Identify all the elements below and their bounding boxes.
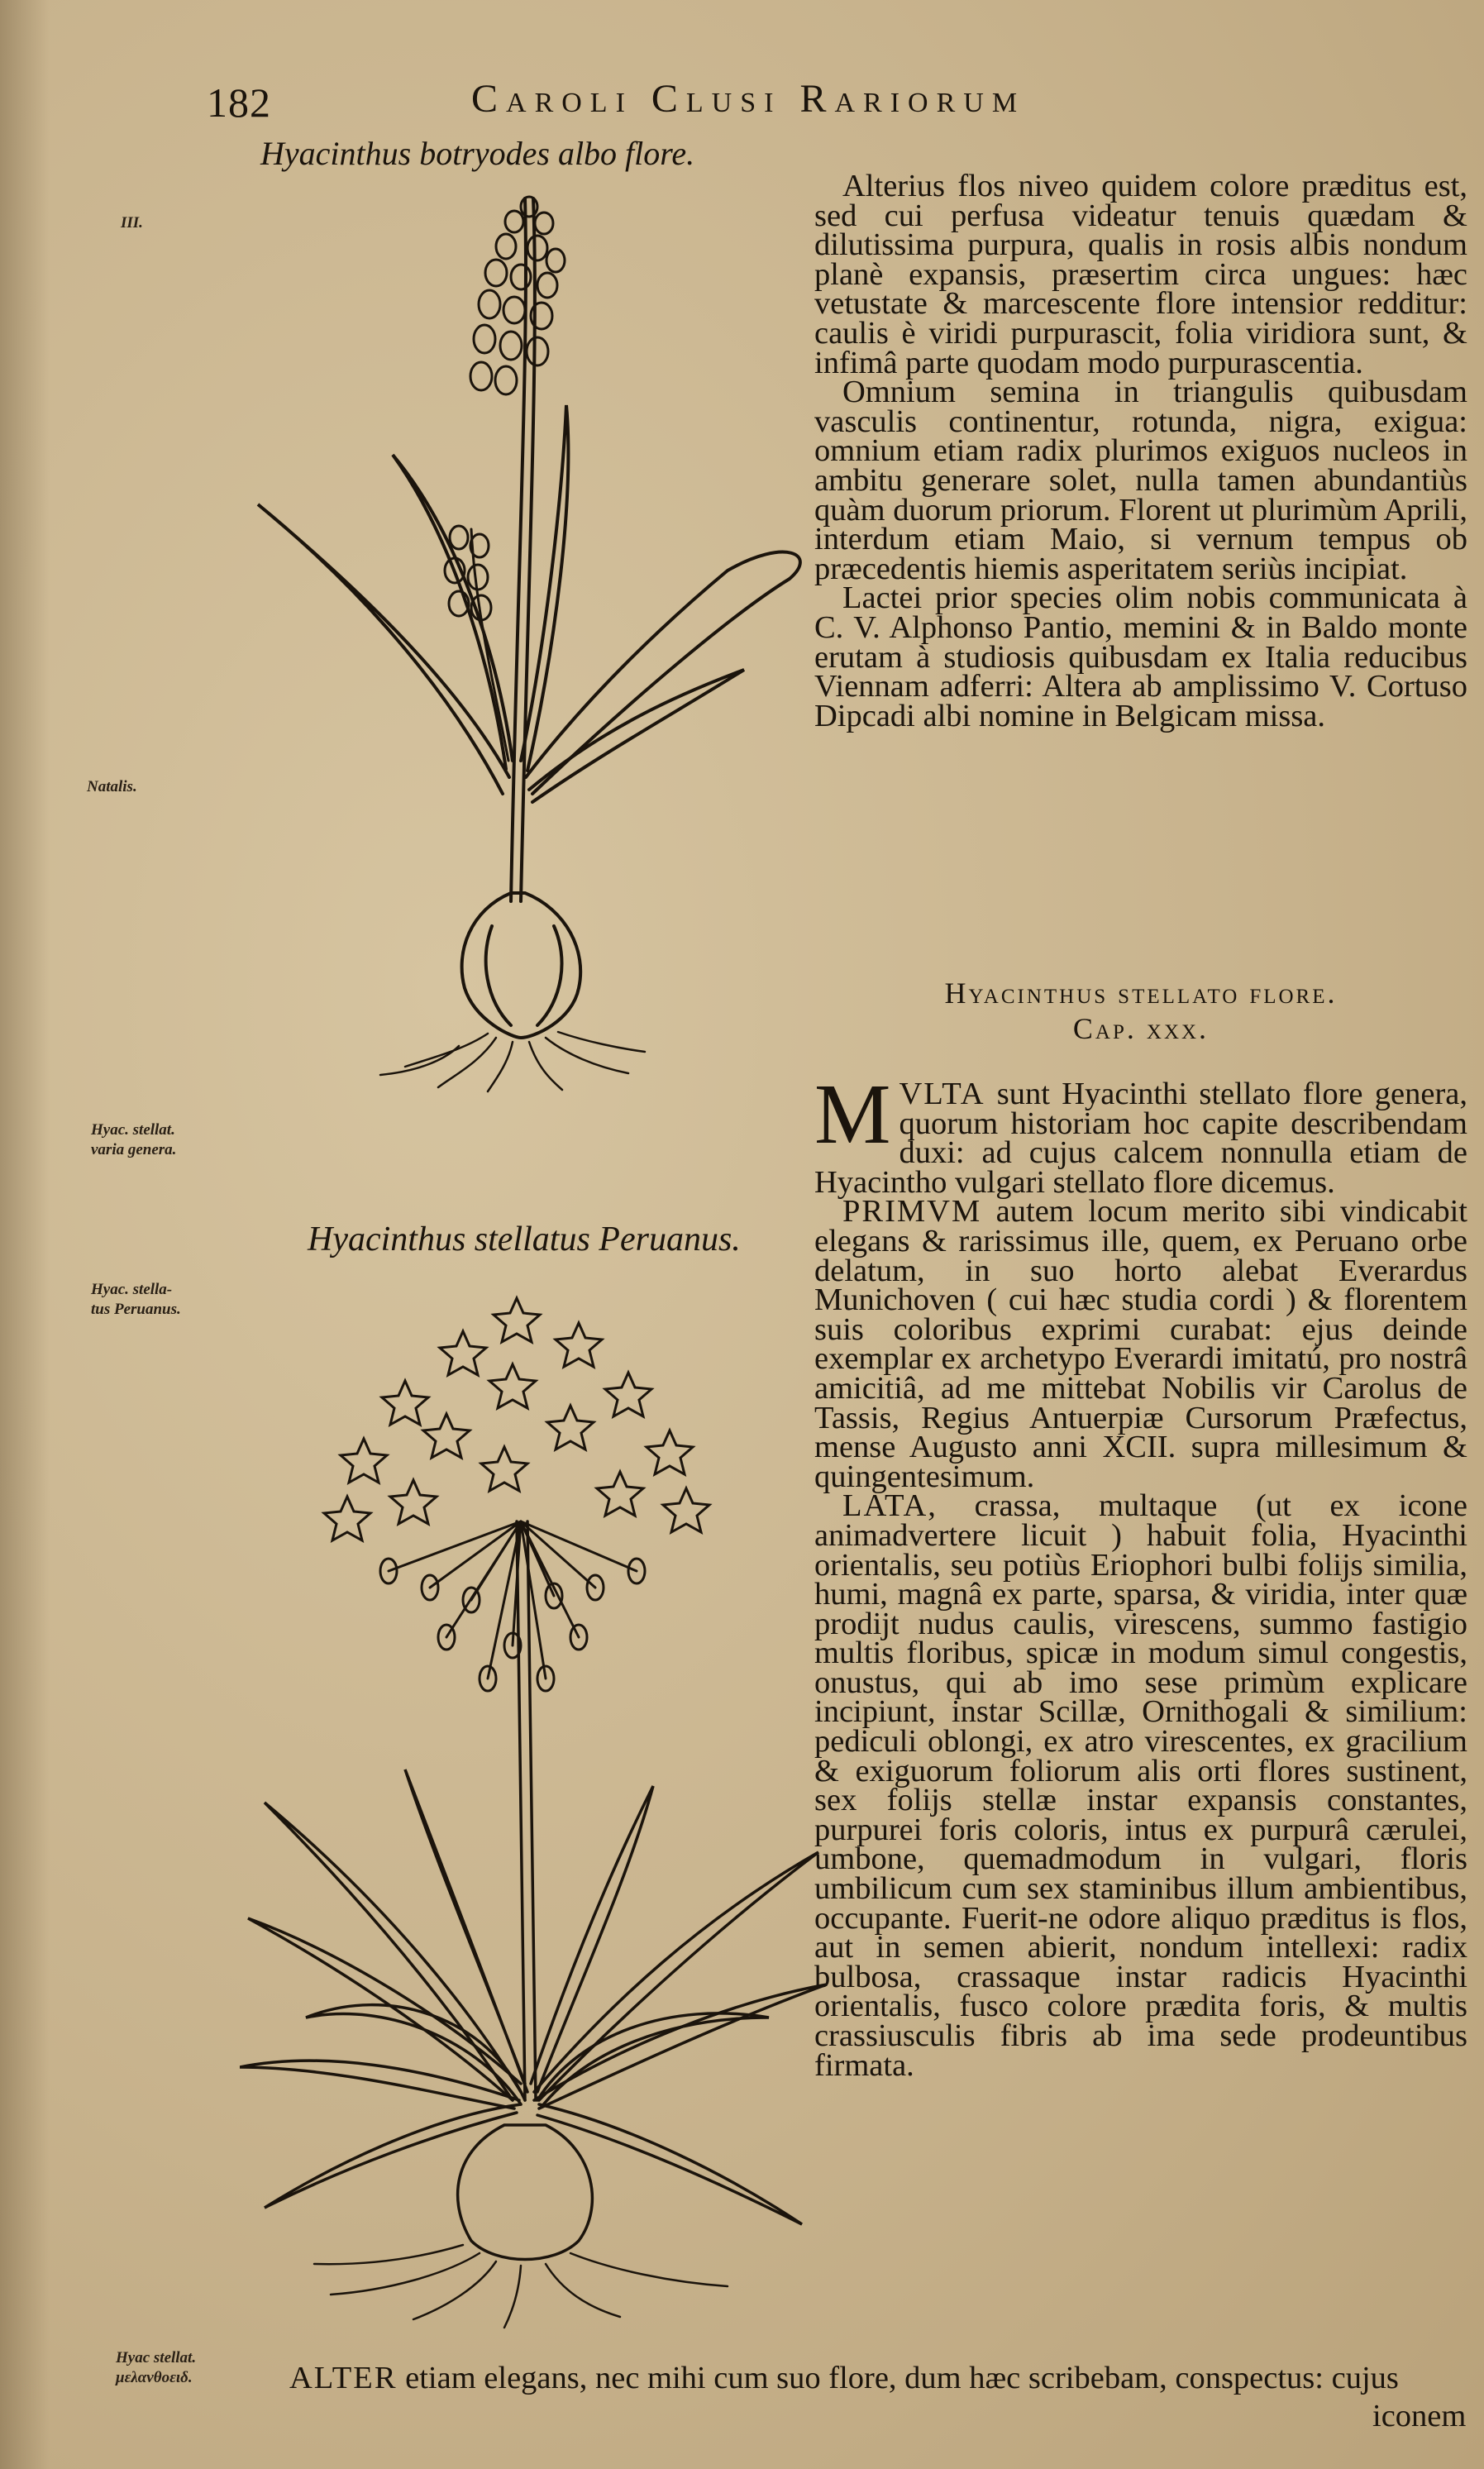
lead-word-lata: LATA — [842, 1488, 928, 1524]
figure-caption-middle: Hyacinthus stellatus Peruanus. — [308, 1220, 741, 1258]
margin-note-5-line1: Hyac stellat. — [116, 2349, 197, 2366]
lead-word-primum: PRIMVM — [842, 1194, 982, 1230]
catchword: iconem — [1372, 2399, 1467, 2433]
chapter-title: Hyacinthus stellato flore. — [944, 977, 1338, 1010]
margin-note-4-line2: tus Peruanus. — [91, 1301, 181, 1318]
woodcut-hyacinthus-botryodes — [248, 182, 810, 1215]
bottom-paragraph-text: etiam elegans, nec mihi cum suo flore, dum hæc scribebam, conspectus: cujus — [397, 2361, 1399, 2395]
figure-caption-top: Hyacinthus botryodes albo flore. — [260, 135, 695, 172]
lead-word-multa: VLTA — [899, 1077, 985, 1111]
page-number: 182 — [207, 79, 271, 126]
margin-note-4 — [91, 1280, 181, 1320]
margin-note-2: Natalis. — [87, 778, 137, 795]
margin-note-3 — [91, 1120, 176, 1160]
margin-note-5-line2: μελανθοειδ. — [116, 2369, 193, 2386]
paragraph-alterius: Alterius flos niveo quidem colore præditus est, sed cui perfusa videatur tenuis quædam & dilutissima purpura, qualis in rosis albis nondum planè expansis, præsertim circa ungues: hæc vetustate & marcescente flore intensior redditur: caulis è viridi purpurascit, folia viridiora sunt, & infimâ parte quodam modo purpurascentia. — [814, 169, 1467, 380]
paragraph-lata-text: , crassa, multaque (ut ex icone animadvertere licuit ) habuit folia, Hyacinthi orientalis, seu potiùs Eriophori bulbi folijs similia, humi, magnâ ex parte, sparsa, & viridia, inter quæ prodijt nudus caulis, virescens, summo fastigio multis floribus, spicæ in modum simul congestis, onustus, qui ab imo sese primùm explicare incipiunt, instar Scillæ, Ornithogali & similium: pediculi oblongi, ex atro virescentes, ex gracilium & exiguorum foliorum alis orti flores sustinent, sex folijs stellæ instar expansis constantes, purpurei foris coloris, intus ex purpurâ cærulei, umbone, quemadmodum in vulgari, floris umbilicum cum sex staminibus illum ambientibus, occupante. Fuerit-ne odore aliquo præditus is flos, aut in semen abierit, nondum intellexi: radix bulbosa, crassaque instar radicis Hyacinthi orientalis, fusco colore prædita foris, & multis crassiusculis fibris ab ima sede prodeuntibus firmata. — [814, 1488, 1467, 2083]
paragraph-lactei: Lactei prior species olim nobis communicata à C. V. Alphonso Pantio, memini & in Baldo monte erutam à studiosis quibusdam ex Italia reducibus Viennam adferri: Altera ab amplissimo V. Cortuso Dipcadi albi nomine in Belgicam missa. — [814, 580, 1467, 733]
paragraph-primum — [814, 1194, 1467, 1494]
lead-word-alter: ALTER — [289, 2361, 398, 2395]
paragraph-multa-text: sunt Hyacinthi stellato flore genera, quorum historiam hoc capite describendam duxi: ad cujus calcem nonnulla etiam de Hyacintho vulgari stellato flore dicemus. — [814, 1077, 1467, 1200]
margin-note-4-line1: Hyac. stella- — [91, 1281, 173, 1298]
margin-note-3-line2: varia genera. — [91, 1141, 177, 1158]
chapter-number: Cap. xxx. — [1072, 1012, 1210, 1045]
page-shadow-left — [0, 0, 50, 2469]
margin-note-1: III. — [121, 214, 143, 232]
paragraph-lata — [814, 1488, 1467, 2083]
paragraph-omnium: Omnium semina in triangulis quibusdam vasculis continentur, rotunda, nigra, exigua: omnium etiam radix plurimos exiguos nucleos in ambitu generare solet, nulla tamen abundantiùs quàm duorum priorum. Florent ut plurimùm Aprili, interdum etiam Maio, si vernum tempus ob præcedentis hiemis asperitatem seriùs incipiat. — [814, 375, 1467, 586]
text-column-lower — [814, 1067, 1467, 2083]
margin-note-3-line1: Hyac. stellat. — [91, 1121, 175, 1139]
paragraph-multa — [814, 1067, 1467, 1200]
text-column-upper — [814, 169, 1467, 733]
paragraph-primum-text: autem locum merito sibi vindicabit elegans & rarissimus ille, quem, ex Peruano orbe delatum, in suo horto alebat Everardus Munichoven ( cui hæc studia cordi ) & florentem suis coloribus exprimi curabat: ejus deinde exemplar ex archetypo Everardi imitatú, pro nostrâ amicitiâ, ad me mittebat Nobilis vir Carolus de Tassis, Regius Antuerpiæ Cursorum Præfectus, mense Augusto anni XCII. supra millesimum & quingentesimum. — [814, 1194, 1467, 1494]
bottom-paragraph — [289, 2362, 1467, 2395]
margin-note-5 — [116, 2348, 196, 2388]
woodcut-hyacinthus-stellatus-peruanus — [240, 1273, 835, 2332]
running-title: Caroli Clusi Rariorum — [471, 77, 1026, 121]
drop-cap: M — [814, 1067, 891, 1162]
